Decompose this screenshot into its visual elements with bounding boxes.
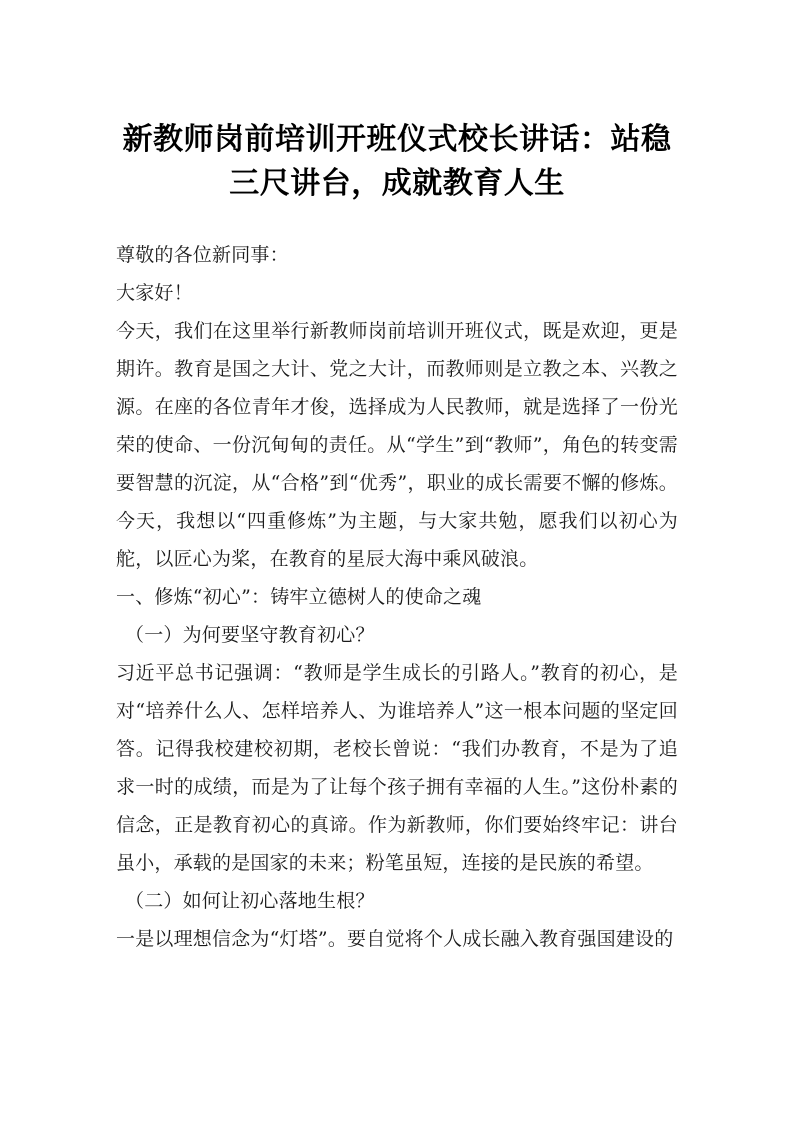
body-paragraph-one-two: 一是以理想信念为“灯塔”。要自觉将个人成长融入教育强国建设的: [116, 928, 674, 950]
document-content: [116, 118, 678, 958]
body-paragraph-one-one: 习近平总书记强调：“教师是学生成长的引路人。”教育的初心，是对“培养什么人、怎样培养人、为谁培养人”这一根本问题的坚定回答。记得我校建校初期，老校长曾说：“我们办教育，不是为了追求一时的成绩，而是为了让每个孩子拥有幸福的人生。”这份朴素的信念，正是教育初心的真谛。作为新教师，你们要始终牢记：讲台虽小，承载的是国家的未来；粉笔虽短，连接的是民族的希望。: [116, 662, 678, 874]
page-title: 新教师岗前培训开班仪式校长讲话：站稳三尺讲台，成就教育人生: [122, 122, 672, 201]
greeting: 大家好！: [116, 282, 193, 304]
subsection-heading-one-one: （一）为何要坚守教育初心？: [125, 624, 375, 646]
section-heading-one: 一、修炼“初心”：铸牢立德树人的使命之魂: [116, 586, 482, 608]
salutation: 尊敬的各位新同事：: [116, 244, 289, 266]
opening-paragraph: 今天，我们在这里举行新教师岗前培训开班仪式，既是欢迎，更是期许。教育是国之大计、党之大计，而教师则是立教之本、兴教之源。在座的各位青年才俊，选择成为人民教师，就是选择了一份光荣的使命、一份沉甸甸的责任。从“学生”到“教师”，角色的转变需要智慧的沉淀，从“合格”到“优秀”，职业的成长需要不懈的修炼。今天，我想以“四重修炼”为主题，与大家共勉，愿我们以初心为舵，以匠心为桨，在教育的星辰大海中乘风破浪。: [116, 320, 678, 570]
subsection-heading-one-two: （二）如何让初心落地生根？: [125, 890, 375, 912]
